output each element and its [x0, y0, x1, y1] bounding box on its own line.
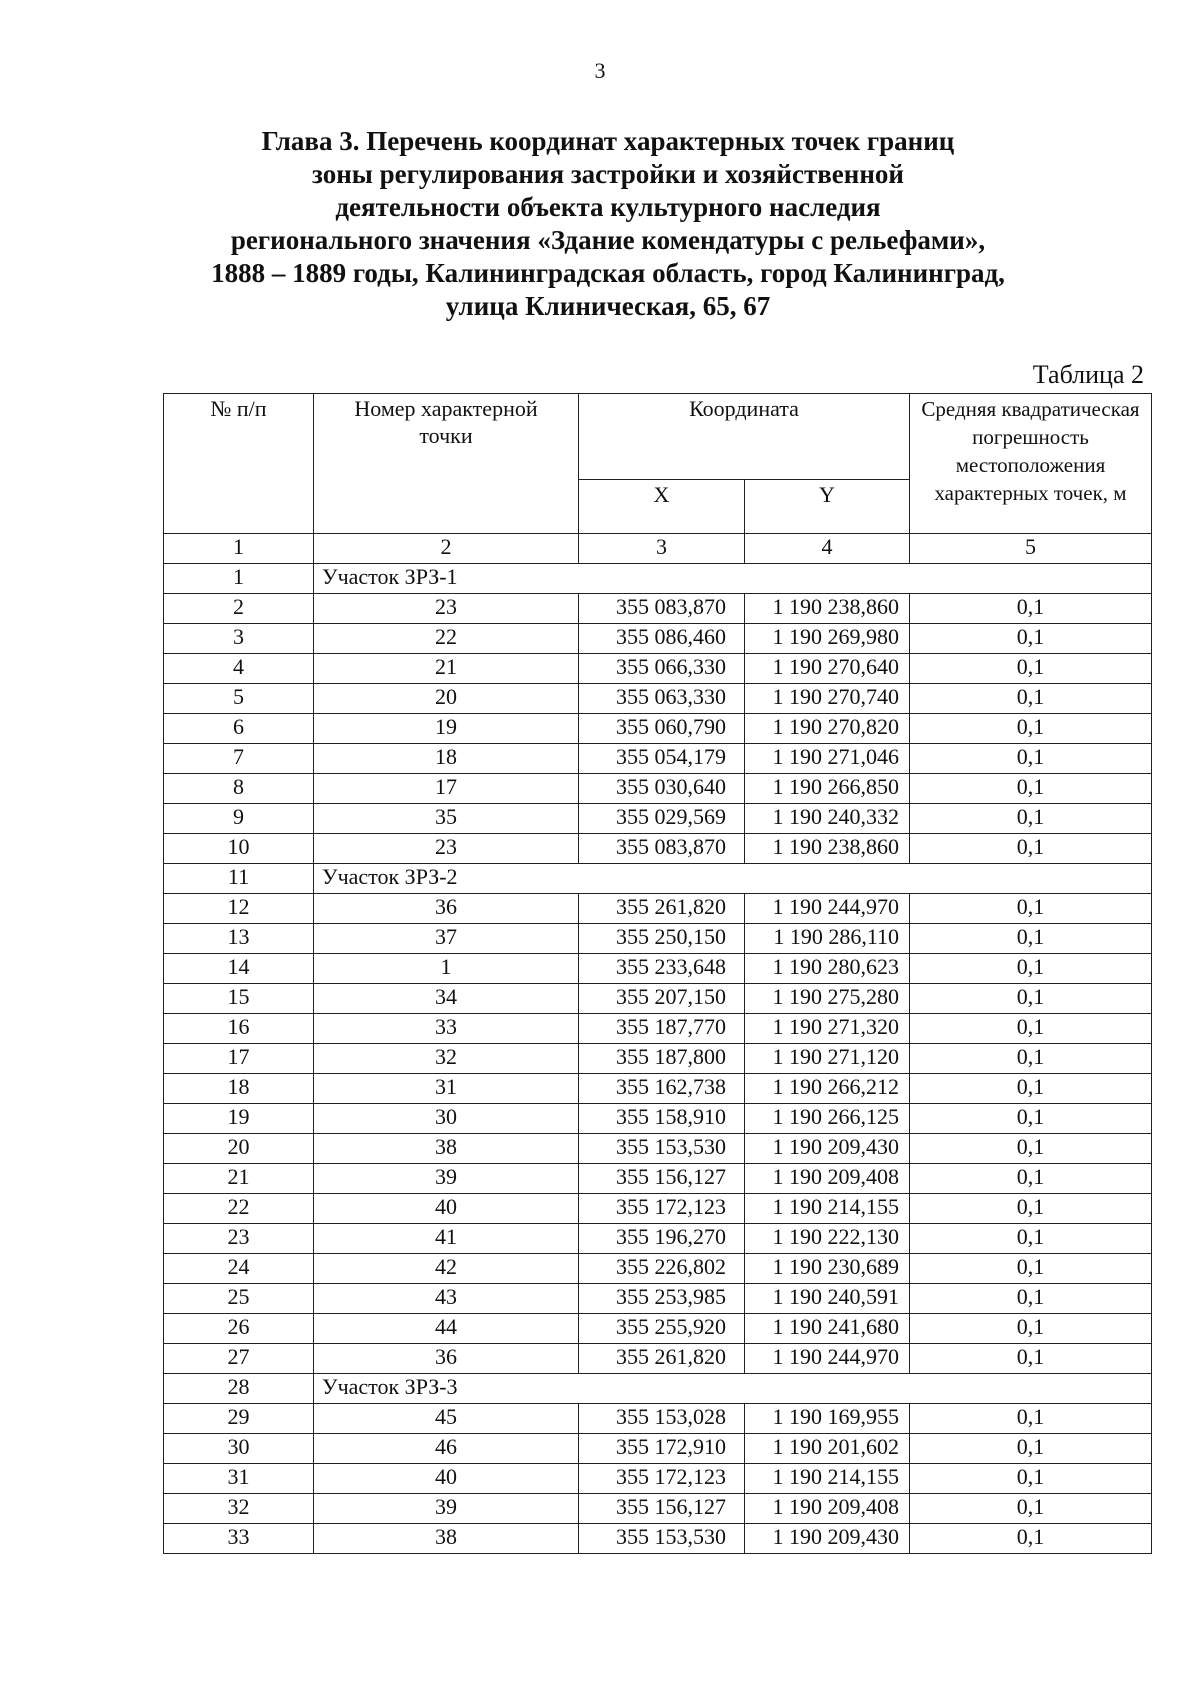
- row-number: 16: [164, 1014, 314, 1044]
- coordinate-y: 1 190 209,408: [745, 1164, 910, 1194]
- coordinate-x: 355 162,738: [579, 1074, 745, 1104]
- point-number: 36: [314, 894, 579, 924]
- row-number: 2: [164, 594, 314, 624]
- table-row: [164, 1284, 1152, 1314]
- point-number: 17: [314, 774, 579, 804]
- mean-error: 0,1: [910, 744, 1152, 774]
- table-row: [164, 1344, 1152, 1374]
- row-number: 27: [164, 1344, 314, 1374]
- coordinate-y: 1 190 230,689: [745, 1254, 910, 1284]
- coordinate-y: 1 190 280,623: [745, 954, 910, 984]
- row-number: 6: [164, 714, 314, 744]
- point-number: 46: [314, 1434, 579, 1464]
- mean-error: 0,1: [910, 1044, 1152, 1074]
- row-number: 31: [164, 1464, 314, 1494]
- coordinate-x: 355 063,330: [579, 684, 745, 714]
- column-number: 1: [164, 534, 314, 564]
- coordinate-y: 1 190 222,130: [745, 1224, 910, 1254]
- coordinate-y: 1 190 209,430: [745, 1524, 910, 1554]
- coordinate-x: 355 172,910: [579, 1434, 745, 1464]
- point-number: 38: [314, 1524, 579, 1554]
- coordinate-y: 1 190 271,320: [745, 1014, 910, 1044]
- coordinate-y: 1 190 238,860: [745, 594, 910, 624]
- coordinate-y: 1 190 241,680: [745, 1314, 910, 1344]
- table-row: [164, 774, 1152, 804]
- coordinate-y: 1 190 270,640: [745, 654, 910, 684]
- table-row: [164, 1434, 1152, 1464]
- point-number: 40: [314, 1194, 579, 1224]
- point-number: 23: [314, 834, 579, 864]
- coordinate-y: 1 190 266,850: [745, 774, 910, 804]
- section-row: [164, 864, 1152, 894]
- section-label: Участок ЗРЗ-2: [314, 864, 1152, 894]
- column-number: 4: [745, 534, 910, 564]
- point-number: 39: [314, 1164, 579, 1194]
- table-row: [164, 1074, 1152, 1104]
- mean-error: 0,1: [910, 1524, 1152, 1554]
- section-label: Участок ЗРЗ-1: [314, 564, 1152, 594]
- point-number: 41: [314, 1224, 579, 1254]
- mean-error: 0,1: [910, 1344, 1152, 1374]
- coordinate-x: 355 226,802: [579, 1254, 745, 1284]
- column-number: 2: [314, 534, 579, 564]
- row-number: 11: [164, 864, 314, 894]
- row-number: 23: [164, 1224, 314, 1254]
- title-line: зоны регулирования застройки и хозяйственной: [312, 159, 904, 189]
- point-number: 39: [314, 1494, 579, 1524]
- title-line: Глава 3. Перечень координат характерных точек границ: [261, 126, 955, 156]
- point-number: 19: [314, 714, 579, 744]
- point-number: 1: [314, 954, 579, 984]
- row-number: 4: [164, 654, 314, 684]
- table-row: [164, 1014, 1152, 1044]
- header-no: № п/п: [164, 394, 314, 534]
- coordinate-y: 1 190 270,740: [745, 684, 910, 714]
- mean-error: 0,1: [910, 774, 1152, 804]
- coordinate-y: 1 190 270,820: [745, 714, 910, 744]
- point-number: 32: [314, 1044, 579, 1074]
- coordinate-x: 355 261,820: [579, 894, 745, 924]
- coordinate-x: 355 250,150: [579, 924, 745, 954]
- mean-error: 0,1: [910, 894, 1152, 924]
- coordinate-y: 1 190 169,955: [745, 1404, 910, 1434]
- mean-error: 0,1: [910, 594, 1152, 624]
- coordinate-y: 1 190 286,110: [745, 924, 910, 954]
- column-number: 3: [579, 534, 745, 564]
- coordinate-y: 1 190 238,860: [745, 834, 910, 864]
- table-row: [164, 924, 1152, 954]
- row-number: 13: [164, 924, 314, 954]
- point-number: 34: [314, 984, 579, 1014]
- point-number: 30: [314, 1104, 579, 1134]
- coordinate-y: 1 190 244,970: [745, 894, 910, 924]
- row-number: 28: [164, 1374, 314, 1404]
- row-number: 9: [164, 804, 314, 834]
- header-mean-error: Средняя квадратическая погрешность местоположения характерных точек, м: [910, 394, 1152, 534]
- column-number: 5: [910, 534, 1152, 564]
- header-coordinate: Координата: [579, 394, 910, 480]
- mean-error: 0,1: [910, 804, 1152, 834]
- coordinate-y: 1 190 266,125: [745, 1104, 910, 1134]
- table-row: [164, 804, 1152, 834]
- row-number: 29: [164, 1404, 314, 1434]
- point-number: 44: [314, 1314, 579, 1344]
- mean-error: 0,1: [910, 984, 1152, 1014]
- row-number: 21: [164, 1164, 314, 1194]
- mean-error: 0,1: [910, 1074, 1152, 1104]
- coordinate-y: 1 190 275,280: [745, 984, 910, 1014]
- table-row: [164, 984, 1152, 1014]
- mean-error: 0,1: [910, 1104, 1152, 1134]
- row-number: 7: [164, 744, 314, 774]
- mean-error: 0,1: [910, 1224, 1152, 1254]
- row-number: 1: [164, 564, 314, 594]
- mean-error: 0,1: [910, 654, 1152, 684]
- mean-error: 0,1: [910, 1164, 1152, 1194]
- coordinate-x: 355 054,179: [579, 744, 745, 774]
- coordinate-y: 1 190 214,155: [745, 1194, 910, 1224]
- section-row: [164, 564, 1152, 594]
- row-number: 12: [164, 894, 314, 924]
- table-row: [164, 894, 1152, 924]
- mean-error: 0,1: [910, 924, 1152, 954]
- coordinate-x: 355 030,640: [579, 774, 745, 804]
- coordinate-x: 355 083,870: [579, 594, 745, 624]
- coordinate-x: 355 156,127: [579, 1164, 745, 1194]
- mean-error: 0,1: [910, 1404, 1152, 1434]
- table-row: [164, 624, 1152, 654]
- point-number: 31: [314, 1074, 579, 1104]
- mean-error: 0,1: [910, 1314, 1152, 1344]
- table-row: [164, 744, 1152, 774]
- row-number: 10: [164, 834, 314, 864]
- row-number: 14: [164, 954, 314, 984]
- point-number: 18: [314, 744, 579, 774]
- coordinate-y: 1 190 240,591: [745, 1284, 910, 1314]
- coordinate-x: 355 196,270: [579, 1224, 745, 1254]
- coordinate-y: 1 190 244,970: [745, 1344, 910, 1374]
- row-number: 18: [164, 1074, 314, 1104]
- coordinate-x: 355 172,123: [579, 1464, 745, 1494]
- point-number: 33: [314, 1014, 579, 1044]
- header-x: X: [579, 480, 745, 534]
- table-row: [164, 1404, 1152, 1434]
- point-number: 22: [314, 624, 579, 654]
- table-row: [164, 1044, 1152, 1074]
- table-row: [164, 654, 1152, 684]
- table-row: [164, 714, 1152, 744]
- coordinate-x: 355 156,127: [579, 1494, 745, 1524]
- page-number: 3: [594, 58, 606, 83]
- row-number: 3: [164, 624, 314, 654]
- coordinate-x: 355 153,530: [579, 1524, 745, 1554]
- row-number: 32: [164, 1494, 314, 1524]
- point-number: 37: [314, 924, 579, 954]
- coordinate-x: 355 153,530: [579, 1134, 745, 1164]
- chapter-title: [150, 125, 1066, 323]
- section-label: Участок ЗРЗ-3: [314, 1374, 1152, 1404]
- mean-error: 0,1: [910, 1494, 1152, 1524]
- section-row: [164, 1374, 1152, 1404]
- mean-error: 0,1: [910, 1464, 1152, 1494]
- coordinate-y: 1 190 266,212: [745, 1074, 910, 1104]
- table-row: [164, 954, 1152, 984]
- header-y: Y: [745, 480, 910, 534]
- row-number: 17: [164, 1044, 314, 1074]
- coordinate-x: 355 261,820: [579, 1344, 745, 1374]
- row-number: 20: [164, 1134, 314, 1164]
- row-number: 8: [164, 774, 314, 804]
- title-line: деятельности объекта культурного наследия: [335, 192, 881, 222]
- point-number: 35: [314, 804, 579, 834]
- row-number: 24: [164, 1254, 314, 1284]
- mean-error: 0,1: [910, 1254, 1152, 1284]
- mean-error: 0,1: [910, 1014, 1152, 1044]
- table-row: [164, 1524, 1152, 1554]
- table-caption: Таблица 2: [1032, 360, 1144, 389]
- title-line: улица Клиническая, 65, 67: [445, 291, 771, 321]
- table-row: [164, 1314, 1152, 1344]
- coordinate-x: 355 172,123: [579, 1194, 745, 1224]
- coordinate-x: 355 060,790: [579, 714, 745, 744]
- coordinate-x: 355 187,800: [579, 1044, 745, 1074]
- coordinate-x: 355 083,870: [579, 834, 745, 864]
- row-number: 15: [164, 984, 314, 1014]
- table-row: [164, 1224, 1152, 1254]
- row-number: 30: [164, 1434, 314, 1464]
- row-number: 25: [164, 1284, 314, 1314]
- point-number: 45: [314, 1404, 579, 1434]
- table-row: [164, 1104, 1152, 1134]
- coordinate-x: 355 029,569: [579, 804, 745, 834]
- coordinate-x: 355 066,330: [579, 654, 745, 684]
- coordinate-y: 1 190 209,408: [745, 1494, 910, 1524]
- mean-error: 0,1: [910, 624, 1152, 654]
- point-number: 38: [314, 1134, 579, 1164]
- table-row: [164, 834, 1152, 864]
- point-number: 23: [314, 594, 579, 624]
- column-number-row: [164, 534, 1152, 564]
- row-number: 22: [164, 1194, 314, 1224]
- mean-error: 0,1: [910, 684, 1152, 714]
- table-row: [164, 1164, 1152, 1194]
- mean-error: 0,1: [910, 1134, 1152, 1164]
- coordinate-x: 355 253,985: [579, 1284, 745, 1314]
- point-number: 36: [314, 1344, 579, 1374]
- point-number: 20: [314, 684, 579, 714]
- point-number: 21: [314, 654, 579, 684]
- title-line: 1888 – 1889 годы, Калининградская область, город Калининград,: [211, 258, 1005, 288]
- point-number: 43: [314, 1284, 579, 1314]
- table-row: [164, 1254, 1152, 1284]
- table-row: [164, 1194, 1152, 1224]
- coordinate-y: 1 190 269,980: [745, 624, 910, 654]
- mean-error: 0,1: [910, 1284, 1152, 1314]
- coordinate-x: 355 158,910: [579, 1104, 745, 1134]
- table-row: [164, 1494, 1152, 1524]
- coordinate-y: 1 190 271,046: [745, 744, 910, 774]
- table-row: [164, 1464, 1152, 1494]
- point-number: 40: [314, 1464, 579, 1494]
- mean-error: 0,1: [910, 834, 1152, 864]
- coordinate-y: 1 190 271,120: [745, 1044, 910, 1074]
- coordinate-x: 355 153,028: [579, 1404, 745, 1434]
- mean-error: 0,1: [910, 1194, 1152, 1224]
- coordinate-x: 355 086,460: [579, 624, 745, 654]
- row-number: 26: [164, 1314, 314, 1344]
- coordinate-y: 1 190 240,332: [745, 804, 910, 834]
- coordinate-x: 355 233,648: [579, 954, 745, 984]
- coordinate-x: 355 255,920: [579, 1314, 745, 1344]
- mean-error: 0,1: [910, 954, 1152, 984]
- header-row: [164, 394, 1152, 480]
- title-line: регионального значения «Здание комендатуры с рельефами»,: [230, 225, 986, 255]
- mean-error: 0,1: [910, 714, 1152, 744]
- row-number: 19: [164, 1104, 314, 1134]
- row-number: 33: [164, 1524, 314, 1554]
- coordinate-y: 1 190 214,155: [745, 1464, 910, 1494]
- coordinate-x: 355 207,150: [579, 984, 745, 1014]
- header-point-number: Номер характерной точки: [314, 394, 579, 534]
- row-number: 5: [164, 684, 314, 714]
- coordinate-y: 1 190 209,430: [745, 1134, 910, 1164]
- coordinates-table: [163, 393, 1152, 1554]
- table-row: [164, 684, 1152, 714]
- coordinate-x: 355 187,770: [579, 1014, 745, 1044]
- mean-error: 0,1: [910, 1434, 1152, 1464]
- table-row: [164, 594, 1152, 624]
- point-number: 42: [314, 1254, 579, 1284]
- table-row: [164, 1134, 1152, 1164]
- coordinate-y: 1 190 201,602: [745, 1434, 910, 1464]
